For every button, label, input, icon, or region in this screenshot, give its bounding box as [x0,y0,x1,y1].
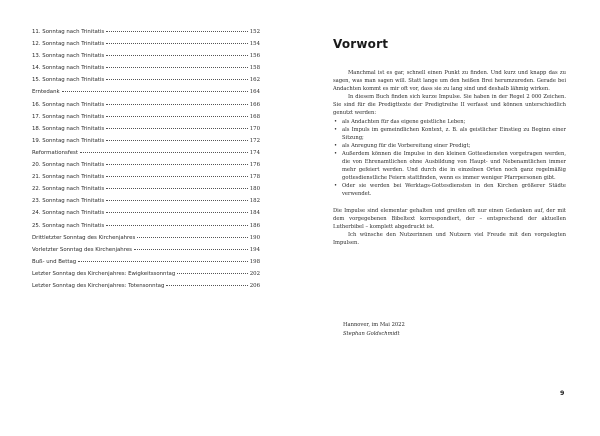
page-number: 9 [560,390,565,397]
toc-entry: 14. Sonntag nach Trinitatis 158 [32,65,260,72]
toc-entry: 13. Sonntag nach Trinitatis 156 [32,53,260,60]
preface-paragraph: Ich wünsche den Nutzerinnen und Nutzern viel Freude mit den vorgelegten Impulsen. [333,231,566,246]
toc-entry: 22. Sonntag nach Trinitatis 180 [32,186,260,193]
toc-entry: 19. Sonntag nach Trinitatis 172 [32,137,260,144]
toc-entry: Drittletzter Sonntag des Kirchenjahres 190 [32,234,260,241]
toc-entry: Erntedank 164 [32,89,260,96]
list-item: • Oder sie werden bei Werktags-Gottesdiensten in den Kirchen größerer Städte verwendet. [333,182,566,198]
toc-entry: Letzter Sonntag des Kirchenjahres: Ewigkeitssonntag 202 [32,270,260,277]
toc-entry: Letzter Sonntag des Kirchenjahres: Totensonntag 206 [32,282,260,289]
toc-entry: 12. Sonntag nach Trinitatis 154 [32,41,260,48]
toc-entry: 20. Sonntag nach Trinitatis 176 [32,162,260,169]
toc-entry: 21. Sonntag nach Trinitatis 178 [32,174,260,181]
toc-entry: 23. Sonntag nach Trinitatis 182 [32,198,260,205]
list-item: • Außerdem können die Impulse in den kleinen Gottesdiensten vorgetragen werden, die von Ehrenamtlichen ohne Ausbildung von Haupt- und Nebenamtlichen immer mehr gefeiert werden. Und durch die in einzelnen Orten noch ganz regelmäßig gottesdienstliche Feiern stattfinden, wenn es immer weniger Pfarrpersonen gibt. [333,150,566,182]
table-of-contents [32,29,260,295]
toc-entry: 16. Sonntag nach Trinitatis 166 [32,101,260,108]
toc-entry: 15. Sonntag nach Trinitatis 162 [32,77,260,84]
toc-entry: 18. Sonntag nach Trinitatis 170 [32,125,260,132]
list-item: • als Impuls im gemeindlichen Kontext, z. B. als geistlicher Einstieg zu Beginn einer Sitzung; [333,126,566,142]
list-item: • als Anregung für die Vorbereitung einer Predigt; [333,142,566,150]
preface-paragraph: In diesem Buch finden sich kurze Impulse. Sie haben in der Regel 2 000 Zeichen. Sie sind für die Predigttexte der Predigtreihe II verfasst und können unterschiedlich genutzt werden: [333,94,566,117]
preface-heading: Vorwort [333,37,389,51]
toc-entry: 17. Sonntag nach Trinitatis 168 [32,113,260,120]
toc-entry: 11. Sonntag nach Trinitatis 152 [32,29,260,35]
preface-body [333,69,566,247]
preface-paragraph: Manchmal ist es gar, schnell einen Punkt zu finden. Und kurz und knapp das zu sagen, was man sagen will. Statt lange um den heißen Brei herumzureden. Gerade bei Andachten kommt es mir oft vor, dass sie zu lang sind und deshalb lähmig wirken. [333,70,566,93]
place-date: Hannover, im Mai 2022 [343,322,405,328]
toc-entry: 24. Sonntag nach Trinitatis 184 [32,210,260,217]
author-name: Stephan Goldschmidt [343,330,400,337]
toc-entry: Vorletzter Sonntag des Kirchenjahres 194 [32,246,260,253]
toc-entry: Buß- und Bettag 198 [32,258,260,265]
signature-block [343,321,405,338]
toc-entry: 25. Sonntag nach Trinitatis 186 [32,222,260,229]
list-item: • als Andachten für das eigene geistliche Leben; [333,118,566,126]
preface-paragraph: Die Impulse sind elementar gehalten und greifen oft nur einen Gedanken auf, der mit dem vorgegebenen Bibeltext korrespondiert, der – entsprechend der aktuellen Lutherbibel – komplett abgedruckt ist. [333,207,566,230]
preface-page [333,0,573,436]
toc-entry: Reformationsfest 174 [32,149,260,156]
usage-list [333,118,566,199]
